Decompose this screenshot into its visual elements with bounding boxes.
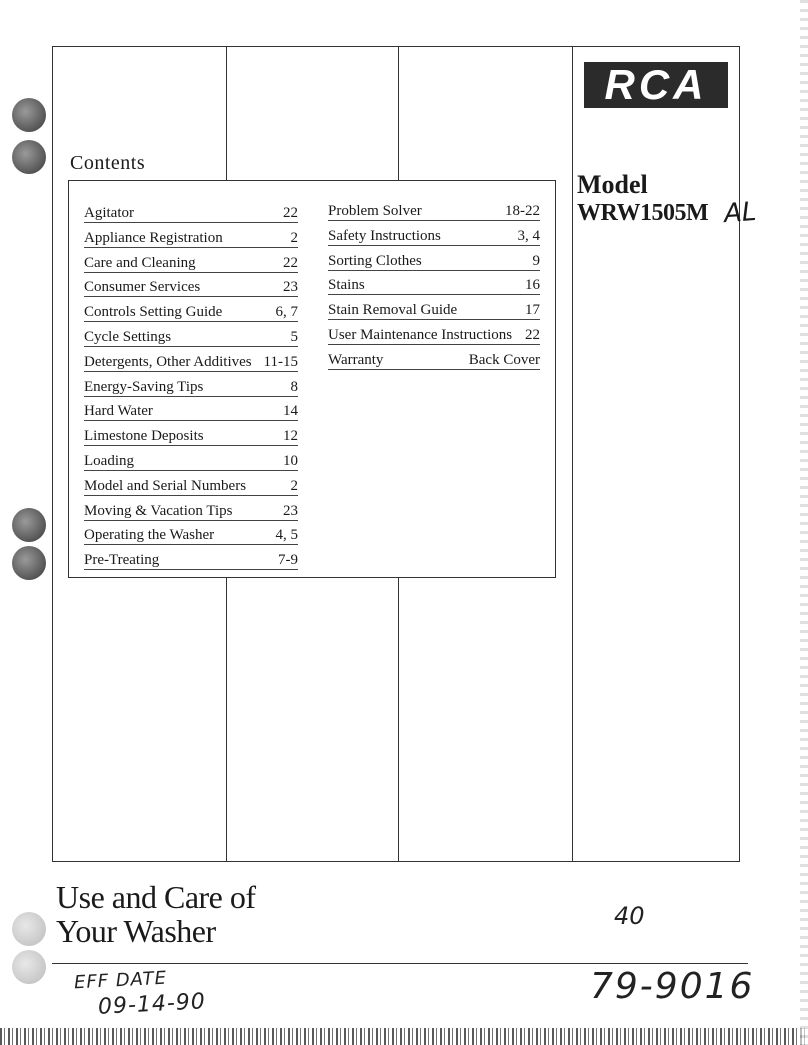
toc-page: Back Cover <box>468 351 540 368</box>
toc-topic: Model and Serial Numbers <box>84 477 247 494</box>
toc-page: 5 <box>290 328 298 345</box>
column-divider <box>572 46 573 862</box>
toc-row[interactable] <box>84 473 298 496</box>
handwritten-doc-number: 79-9016 <box>590 966 755 1007</box>
toc-topic: Agitator <box>84 205 134 221</box>
toc-page: 2 <box>290 477 298 494</box>
toc-row[interactable] <box>84 374 298 397</box>
toc-topic: Consumer Services <box>84 279 201 296</box>
toc-page: 10 <box>283 452 298 469</box>
toc-page: 22 <box>525 326 540 343</box>
toc-row[interactable] <box>84 423 298 446</box>
toc-page: 22 <box>283 205 298 221</box>
punch-hole <box>12 950 46 984</box>
toc-page: 8 <box>290 378 298 395</box>
toc-topic: Hard Water <box>84 403 153 420</box>
punch-hole <box>12 912 46 946</box>
model-label: Model <box>577 170 648 199</box>
scan-barcode-strip <box>0 1028 808 1045</box>
toc-page: 22 <box>283 254 298 271</box>
punch-hole <box>12 546 46 580</box>
toc-row[interactable] <box>328 347 540 370</box>
toc-topic: Pre-Treating <box>84 552 160 569</box>
handwritten-eff-label: EFF DATE <box>73 967 168 994</box>
toc-row[interactable] <box>328 223 540 246</box>
toc-topic: Sorting Clothes <box>328 252 422 269</box>
document-title-line1: Use and Care of <box>56 879 256 915</box>
model-number: WRW1505M <box>577 200 709 226</box>
toc-page: 11-15 <box>263 353 298 370</box>
punch-hole <box>12 98 46 132</box>
toc-page: 3, 4 <box>517 227 540 244</box>
rca-logo: RCA <box>584 62 728 108</box>
toc-page: 23 <box>283 279 298 296</box>
contents-title: Contents <box>70 152 146 174</box>
handwritten-count: 40 <box>614 902 645 930</box>
toc-page: 14 <box>283 403 298 420</box>
contents-left-column <box>84 200 298 572</box>
toc-topic: Warranty <box>328 351 384 368</box>
toc-page: 16 <box>525 277 540 294</box>
toc-page: 7-9 <box>278 552 298 569</box>
toc-row[interactable] <box>84 522 298 545</box>
toc-page: 2 <box>290 229 298 246</box>
punch-hole <box>12 140 46 174</box>
toc-page: 4, 5 <box>275 527 298 544</box>
toc-topic: Limestone Deposits <box>84 428 204 445</box>
toc-row[interactable] <box>328 248 540 271</box>
document-title <box>56 880 256 948</box>
toc-row[interactable] <box>84 225 298 248</box>
toc-page: 6, 7 <box>275 304 298 321</box>
bottom-rule <box>52 963 748 964</box>
toc-row[interactable] <box>84 349 298 372</box>
toc-row[interactable] <box>328 297 540 320</box>
model-handwritten-suffix: AL <box>722 196 758 230</box>
toc-topic: Operating the Washer <box>84 527 215 544</box>
toc-row[interactable] <box>84 324 298 347</box>
toc-row[interactable] <box>328 322 540 345</box>
toc-row[interactable] <box>84 250 298 273</box>
scan-edge-noise <box>800 0 808 1045</box>
toc-page: 9 <box>532 252 540 269</box>
toc-topic: Care and Cleaning <box>84 254 196 271</box>
toc-topic: Problem Solver <box>328 203 422 219</box>
toc-row[interactable] <box>84 547 298 570</box>
toc-page: 17 <box>525 302 540 319</box>
toc-page: 12 <box>283 428 298 445</box>
toc-topic: Controls Setting Guide <box>84 304 223 321</box>
handwritten-eff-date: 09-14-90 <box>97 989 207 1020</box>
toc-topic: Appliance Registration <box>84 229 223 246</box>
toc-topic: Moving & Vacation Tips <box>84 502 233 519</box>
toc-row[interactable] <box>84 398 298 421</box>
toc-row[interactable] <box>84 448 298 471</box>
toc-row[interactable] <box>84 498 298 521</box>
toc-row[interactable] <box>328 198 540 221</box>
toc-topic: User Maintenance Instructions <box>328 326 513 343</box>
toc-row[interactable] <box>84 200 298 223</box>
toc-topic: Stain Removal Guide <box>328 302 458 319</box>
toc-topic: Loading <box>84 452 134 469</box>
toc-topic: Safety Instructions <box>328 227 441 244</box>
toc-page: 23 <box>283 502 298 519</box>
document-title-line2: Your Washer <box>56 913 216 949</box>
toc-topic: Cycle Settings <box>84 328 172 345</box>
punch-hole <box>12 508 46 542</box>
toc-topic: Detergents, Other Additives <box>84 353 252 370</box>
toc-topic: Stains <box>328 277 365 294</box>
toc-page: 18-22 <box>505 203 540 219</box>
toc-row[interactable] <box>328 272 540 295</box>
toc-row[interactable] <box>84 299 298 322</box>
contents-right-column <box>328 198 540 372</box>
toc-topic: Energy-Saving Tips <box>84 378 204 395</box>
toc-row[interactable] <box>84 274 298 297</box>
